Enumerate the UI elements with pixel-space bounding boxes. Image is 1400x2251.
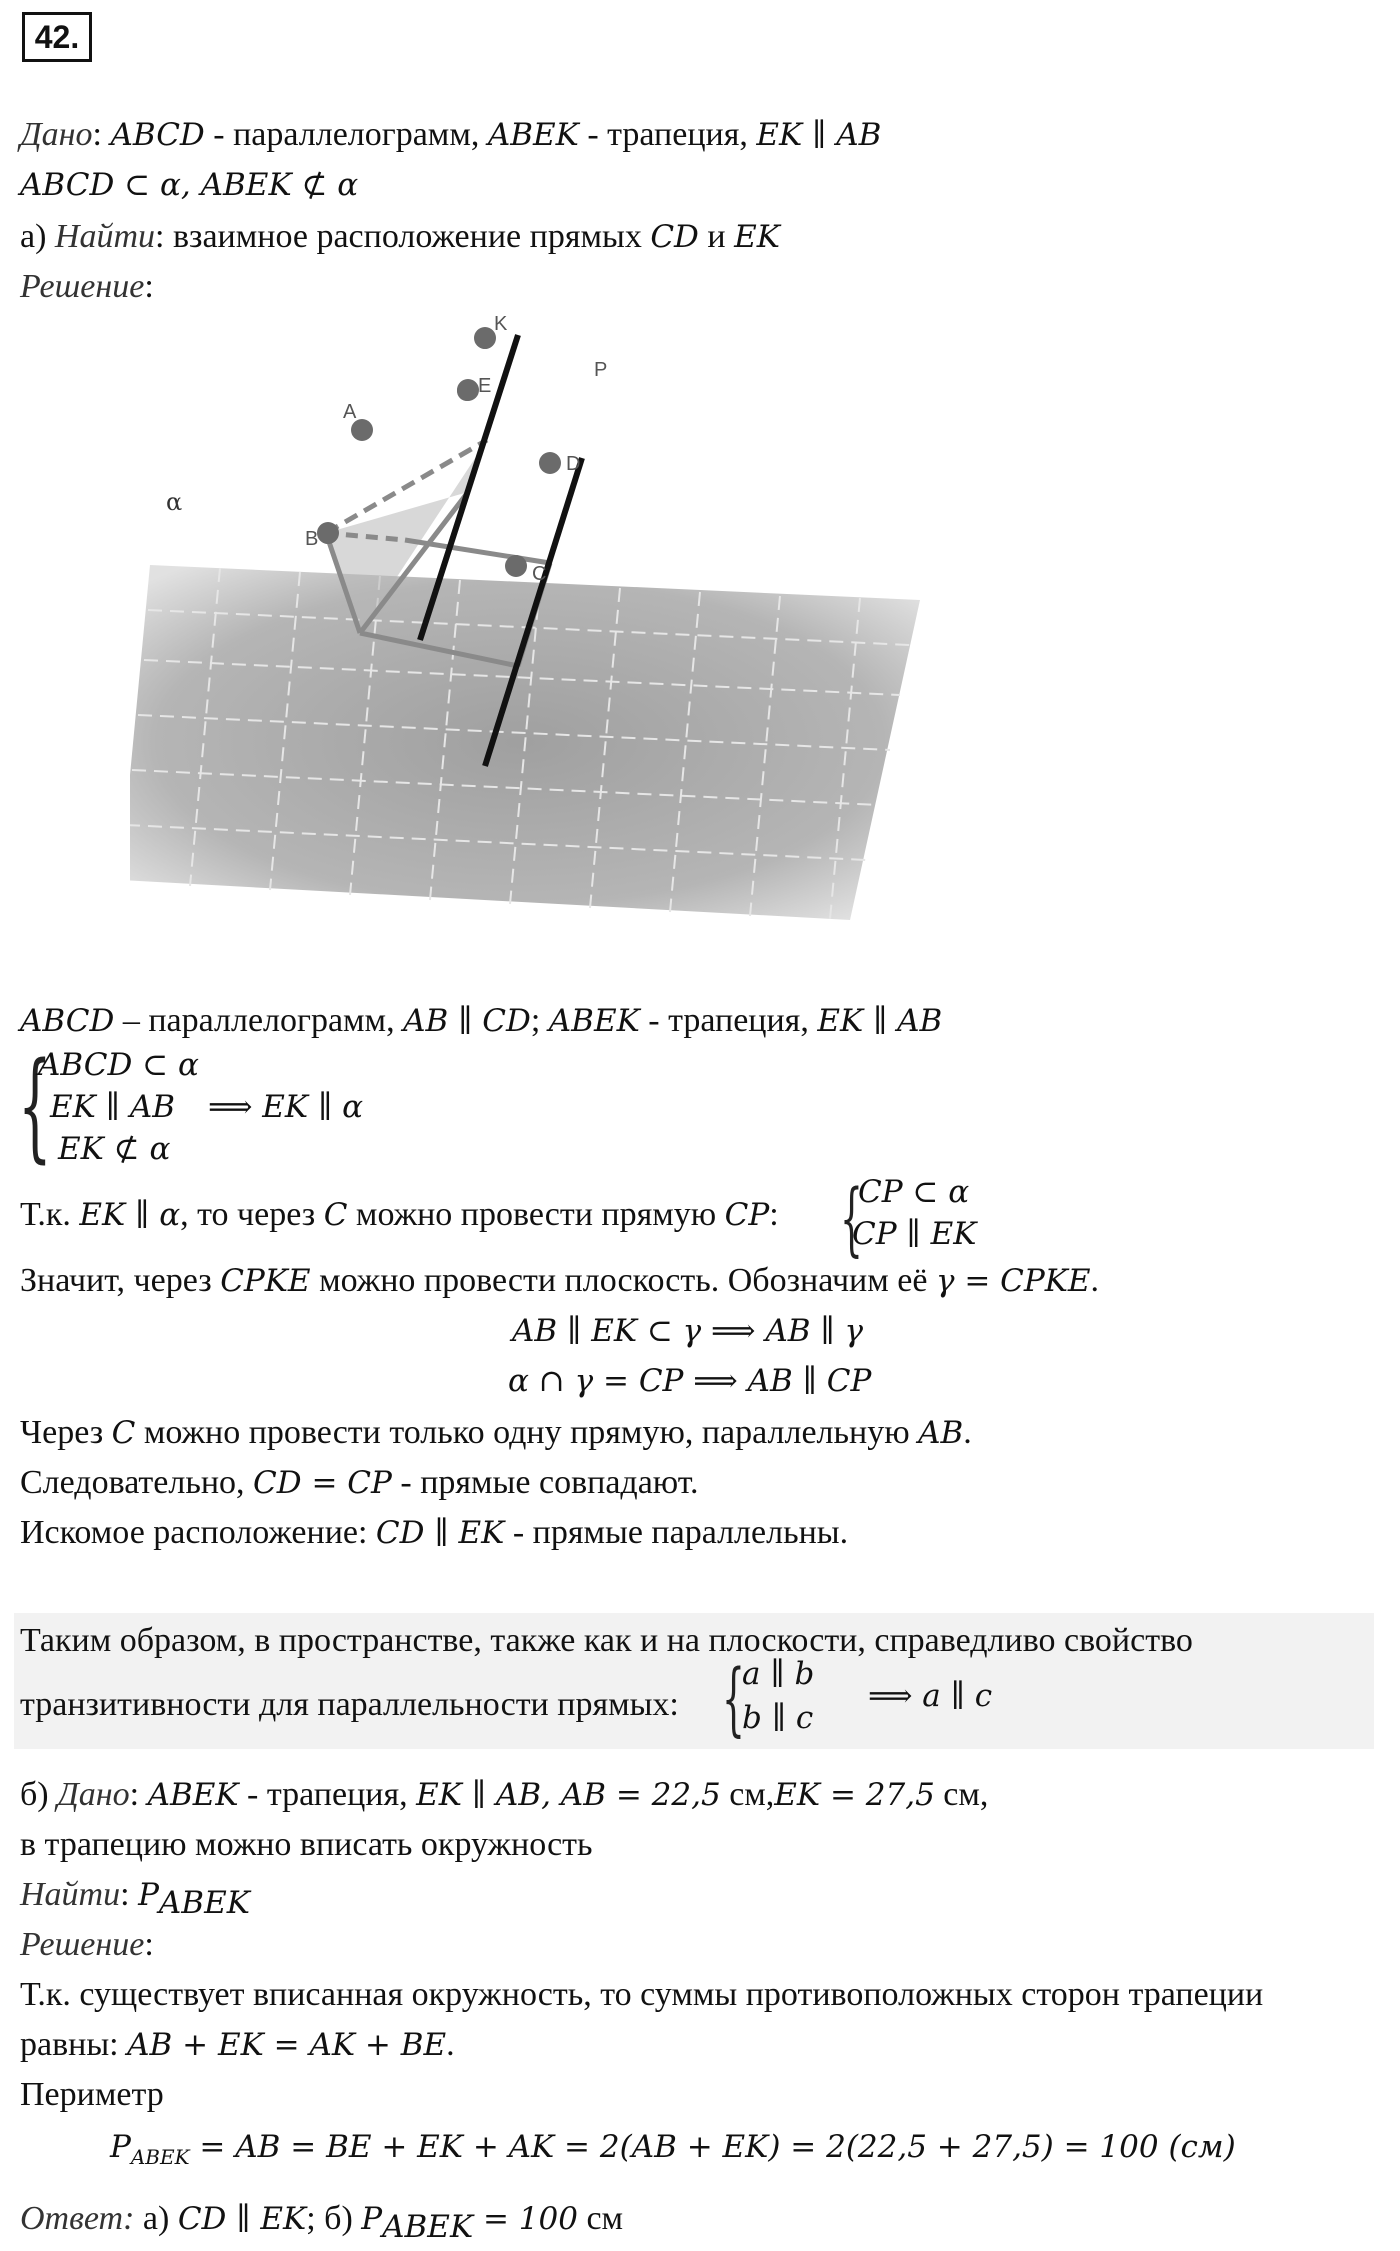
sol-ab-cd: AB ∥ CD [403,1003,531,1039]
given-text: - параллелограмм, [204,116,488,153]
answer-b-unit: см [577,2200,624,2237]
label-c: C [532,563,547,585]
b-sol-line-1: Т.к. существует вписанная окружность, то суммы противоположных сторон трапеции [20,1976,1264,2013]
b-g3: - трапеция, [238,1776,417,1813]
only-d: AB [918,1415,964,1451]
sol-abek: ABEK [548,1003,640,1039]
find-text: : взаимное расположение прямых [155,218,651,255]
answer-b-sub: ABEK [382,2208,474,2245]
answer-label: Ответ: [20,2200,135,2237]
b-g6: EK = 27,5 [774,1777,935,1813]
tk-g: : [769,1196,779,1233]
find-prefix: а) [20,218,55,255]
b-s2a: равны: [20,2026,128,2063]
b-solution-heading: Решение: [20,1926,154,1963]
plane-b: CPKE [220,1263,311,1299]
pt-d [539,452,561,474]
sol-cons-line [20,1460,699,1506]
b-formula [110,2124,1236,2180]
b-find-p: P [138,1877,159,1913]
given-ek-ab: EK ∥ AB [756,117,882,153]
sys1-row-3: EK ⊄ α [58,1131,171,1167]
sol-plane-line [20,1258,1099,1304]
sol-tk-line [20,1192,779,1238]
b-perimeter-label: Периметр [20,2076,164,2113]
only-a: Через [20,1414,112,1451]
formula-rest: = AB = BE + EK + AK = 2(AB + EK) = 2(22,5 + 27,5) = 100 (см) [189,2129,1236,2165]
answer-a: а) [134,2200,178,2237]
note-line-2: транзитивности для параллельности прямых: [20,1686,679,1723]
b-g5: см, [720,1776,775,1813]
only-e: . [963,1414,972,1451]
solution-heading: Решение: [20,268,154,305]
solution-label: Решение [20,268,145,305]
note-line-1: Таким образом, в пространстве, также как и на плоскости, справедливо свойство [20,1622,1193,1659]
only-c: можно провести только одну прямую, параллельную [135,1414,919,1451]
answer-b-val: = 100 [473,2201,578,2237]
res-b: CD ∥ EK [375,1515,505,1551]
label-e: E [478,375,492,397]
pt-e [457,379,479,401]
find-and: и [698,218,735,255]
label-b: B [305,528,319,550]
find-ek: EK [734,219,780,255]
note-result: ⟹ a ∥ c [868,1678,993,1714]
eq-1: AB ∥ EK ⊂ γ ⟹ AB ∥ γ [512,1313,864,1349]
b-solution-label: Решение [20,1926,145,1963]
plane-e: . [1090,1262,1100,1299]
sol-result-line [20,1510,848,1556]
formula-p: P [110,2129,131,2165]
sol-ek-ab: EK ∥ AB [817,1003,943,1039]
b-g7: см, [934,1776,989,1813]
answer-b: ; б) [306,2200,362,2237]
only-b: C [111,1415,136,1451]
tk-b: EK ∥ α [79,1197,181,1233]
sol-line-1 [20,998,942,1044]
sol-text-1: – параллелограмм, [114,1002,404,1039]
b-given-line [20,1772,988,1818]
cons-b: CD = CP [253,1465,392,1501]
sol-sep: ; [530,1002,549,1039]
label-k: K [494,313,508,335]
sys1-row-1: ABCD ⊂ α [38,1047,199,1083]
tk-d: C [323,1197,348,1233]
tk-c: , то через [180,1196,324,1233]
find-cd: CD [650,219,699,255]
answer-line [20,2196,623,2250]
answer-a-val: CD ∥ EK [177,2201,307,2237]
b-g1: : [129,1776,148,1813]
system-brace-1: { [18,1036,52,1174]
b-g4: EK ∥ AB, AB = 22,5 [416,1777,721,1813]
pt-b [317,522,339,544]
b-g2: ABEK [147,1777,239,1813]
alpha-label: α [166,488,183,516]
figure-points [317,327,561,577]
pt-k [474,327,496,349]
res-c: - прямые параллельны. [504,1514,849,1551]
b-find-sub: ABEK [158,1884,250,1921]
b-prefix: б) [20,1776,58,1813]
sys1-result: ⟹ EK ∥ α [208,1089,364,1125]
plane-d: γ = CPKE [935,1263,1091,1299]
res-a: Искомое расположение: [20,1514,376,1551]
b-find-line [20,1872,250,1926]
answer-b-p: P [361,2201,383,2237]
given-abcd: ABCD [110,117,205,153]
sys2-row-2: CP ∥ EK [852,1216,977,1252]
pt-c [505,555,527,577]
tk-e: можно провести прямую [347,1196,725,1233]
b-s2c: . [446,2026,455,2063]
given-label: Дано [20,116,93,153]
b-sol-line-2 [20,2022,455,2068]
find-label: Найти [54,218,156,255]
formula-sub: ABEK [130,2145,190,2170]
note-sys-row-1: a ∥ b [742,1656,815,1692]
label-p: P [594,359,608,381]
problem-number: 42. [22,12,92,62]
label-d: D [566,453,581,475]
cons-a: Следовательно, [20,1464,254,1501]
sys1-row-2: EK ∥ AB [50,1089,175,1125]
b-given-line-2: в трапецию можно вписать окружность [20,1826,593,1863]
given-line-2: ABCD ⊂ α, ABEK ⊄ α [20,167,359,203]
system-brace-3: { [722,1652,745,1745]
given-abek: ABEK [487,117,579,153]
tk-f: CP [724,1197,770,1233]
label-a: A [343,401,357,423]
figure-overlay [0,0,1400,1000]
sol-abcd: ABCD [20,1003,115,1039]
tk-a: Т.к. [20,1196,80,1233]
sol-text-2: - трапеция, [639,1002,818,1039]
plane-c: можно провести плоскость. Обозначим её [310,1262,936,1299]
eq-2: α ∩ γ = CP ⟹ AB ∥ CP [508,1363,872,1399]
b-given-label: Дано [57,1776,130,1813]
given-line: Дано: ABCD - параллелограмм, ABEK - трапеция, EK ∥ AB [20,116,882,153]
sys2-row-1: CP ⊂ α [858,1174,970,1210]
sol-only-line [20,1410,972,1456]
system-brace-2: { [840,1172,863,1265]
given-text-2: - трапеция, [578,116,757,153]
cons-c: - прямые совпадают. [391,1464,699,1501]
b-find-label: Найти [20,1876,121,1913]
b-s2b: AB + EK = AK + BE [127,2027,447,2063]
plane-a: Значит, через [20,1262,221,1299]
note-sys-row-2: b ∥ c [742,1700,814,1736]
b-find-colon: : [120,1876,139,1913]
